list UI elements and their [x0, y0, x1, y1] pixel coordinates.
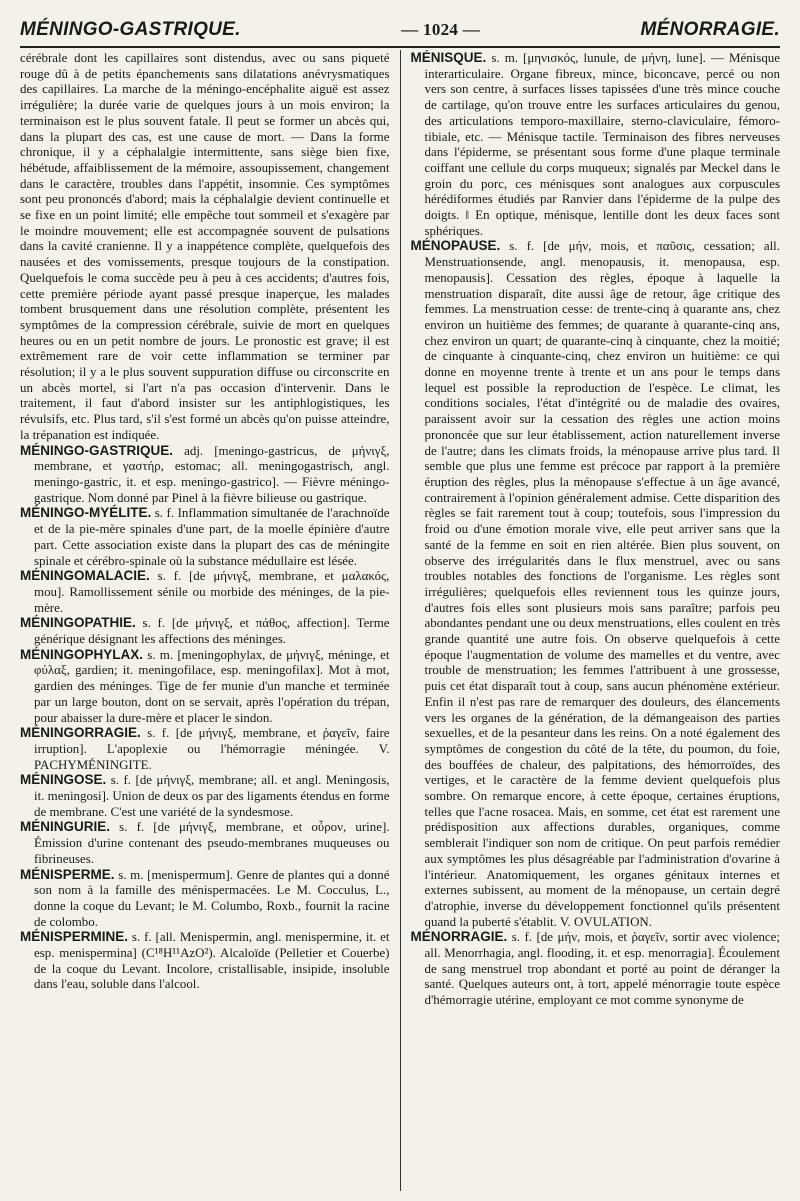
entry-text: s. f. [de μήνιγξ, membrane, et οὖρον, urine]. Émission d'urine contenant des pseudo-membranes muqueuses ou fibrineuses. [34, 819, 390, 866]
entry-headword: MÉNISPERMINE. [20, 929, 129, 945]
entry-headword: MÉNINGOPHYLAX. [20, 646, 144, 662]
dictionary-entry [20, 929, 390, 992]
dictionary-entry [20, 772, 390, 819]
entry-text: adj. [meningo-gastricus, de μήνιγξ, membrane, et γαστήρ, estomac; all. meningogastrisch, angl. meningo-gastric, it. et esp. meningo-gastrico]. — Fièvre méningo-gastrique. Nom donné par Pinel à la fièvre bilieuse ou gastrique. [34, 442, 390, 505]
entry-text: s. f. [de μήνιγξ, et πάθος, affection]. Terme générique désignant les affections des méninges. [34, 615, 390, 647]
header-left-title: MÉNINGO-GASTRIQUE. [20, 19, 241, 40]
entry-text: s. m. [μηνισκός, lunule, de μήνη, lune]. — Ménisque interarticulaire. Organe fibreux, mince, biconcave, percé ou non vers son centre, à surfaces lisses tapissées d'une très mince couche de cartilage, qu'on trouve entre les surfaces articulaires du genou, des articulations temporo-maxillaire, sterno-claviculaire, fémoro-tibiale, etc. — Ménisque tactile. Terminaison des fibres nerveuses dans l'épiderme, se présentant sous forme d'une plaque terminale coiffant une cellule du corps muqueux; signalés par Meckel dans le groin du porc, ces ménisques sont analogues aux corpuscules hérédiformes étudiés par Ranvier dans l'épiderme de la pulpe des doigts. ‖ En optique, ménisque, lentille dont les deux faces sont sphériques. [424, 50, 780, 238]
running-header [20, 14, 780, 46]
entry-headword: MÉNINGO-GASTRIQUE. [20, 442, 174, 458]
entry-text: s. f. [de μήνιγξ, membrane; all. et angl. Meningosis, it. meningosi]. Union de deux os par des ligaments étendus en forme de membrane. C'est une variété de la syndesmose. [34, 772, 390, 819]
column-divider [400, 50, 401, 1191]
entry-text: s. m. [meningophylax, de μήνιγξ, méninge, et φύλαξ, gardien; it. meningofilace, esp. meningofilax]. Mot à mot, gardien des méninges. Tige de fer munie d'un manche et terminée par un large bouton, dont on se servait, après l'opération du trépan, pour abaisser la dure-mère et placer le sindon. [34, 646, 390, 725]
right-column [411, 50, 781, 1191]
dictionary-entry [20, 725, 390, 772]
entry-headword: MÉNISPERME. [20, 866, 115, 882]
entry-text: s. f. [de μήν, mois, et παῦσις, cessation; all. Menstruationsende, angl. menopausis, it. menopausa, esp. menopausis]. Cessation des règles, époque à laquelle la menstruation disparaît, dite aussi âge de retour, âge critique des femmes. La menstruation cesse: de trente-cinq à quarante ans, chez environ un huitième des femmes; de quarante à quarante-cinq ans, chez environ un quart; de quarante-cinq à cinquante, chez la moitié; de cinquante à cinquante-cinq, chez environ un huitième: ce qui donne en moyenne trente à trente et un ans pour le temps dans lequel est possible la reproduction de l'espèce. Le climat, les conditions sociales, l'état d'intégrité ou de maladie des ovaires, paraissent avoir sur la cessation des règles une action moins prononcée que sur leur établissement, action naturellement inverse de l'autre; dans les climats froids, la ménopause arrive plus tard. Il semble que plus une femme est précoce par rapport à la première éruption des règles, plus la ménopause s'effectue à un âge avancé, contrairement à l'opinion généralement admise. Cette disparition des règles se fait rarement tout à coup; toutefois, sous l'impression du froid ou d'une émotion morale vive, elle peut arriver sans que la santé de la femme en soit en rien altérée. Bien plus souvent, on observe des irrégularités dans le flux menstruel, avec ou sans troubles notables des fonctions de l'organisme. Les règles sont irrégulières; quelquefois elles reviennent tous les quinze jours, d'autres fois elles sont plusieurs mois sans paraître; parfois peu abondantes pendant une ou deux menstruations, elles coulent en très grande quantité une autre fois. On observe quelquefois à cette époque l'augmentation de volume des mamelles et du ventre, avec trouble de menstruation; les femmes l'attribuent à une grossesse, puis cet état disparaît tout à coup, sans aucun phénomène extérieur. Enfin il n'est pas rare de remarquer des douleurs, des élancements vers les organes de la génération, de la démangeaison des parties sexuelles, et de la pesanteur dans les reins. On a noté également des symptômes de congestion du côté de la tête, du poumon, du foie, des bouffées de chaleur, des palpitations, des hémorroïdes, des vertiges, et le caractère de la femme devient quelquefois plus sombre. On remarque encore, à cette époque, certaines éruptions, telles que l'acne rosacea. Mais, en somme, cet état est rarement une prédisposition aux affections durables, organiques, comme semblerait l'indiquer son nom de critique. On peut parfois remédier aux symptômes les plus désagréable par l'administration d'ovarine à l'intérieur. Anatomiquement, les organes génitaux internes et externes subissent, au moment de la ménopause, un certain degré d'atrophie, inverse du développement fonctionnel qu'ils présentent quand la puberté s'établit. V. OVULATION. [424, 238, 780, 929]
dictionary-entry [20, 647, 390, 726]
entry-text: s. f. [de μήνιγξ, membrane, et μαλακός, mou]. Ramollissement sénile ou morbide des méninges, de la pie-mère. [34, 568, 390, 615]
dictionary-entry [411, 50, 781, 238]
entry-headword: MÉNINGOMALACIE. [20, 568, 150, 584]
entry-headword: MÉNOPAUSE. [410, 238, 501, 254]
entry-headword: MÉNINGOPATHIE. [20, 615, 136, 631]
entry-text: s. f. [all. Menispermin, angl. menispermine, it. et esp. menispermina] (C¹⁸H¹¹AzO²). Alcaloïde (Pelletier et Couerbe) de la coque du Levant. Incolore, cristallisable, insipide, insoluble dans l'eau, soluble dans l'alcool. [34, 929, 390, 992]
dictionary-entry [20, 615, 390, 646]
dictionary-entry [20, 505, 390, 568]
header-rule [20, 46, 780, 48]
dictionary-entry [20, 867, 390, 930]
dictionary-entry [20, 443, 390, 506]
entry-text: s. f. [de μήνιγξ, membrane, et ῥαγεῖν, faire irruption]. L'apoplexie ou l'hémorragie méningée. V. PACHYMÉNINGITE. [34, 725, 390, 772]
entry-headword: MÉNINGO-MYÉLITE. [20, 505, 152, 521]
entry-headword: MÉNINGORRAGIE. [20, 725, 141, 741]
dictionary-entry [20, 568, 390, 615]
entry-headword: MÉNINGURIE. [20, 819, 111, 835]
header-right-title: MÉNORRAGIE. [640, 19, 780, 40]
entry-text: s. f. [de μήν, mois, et ῥαγεῖν, sortir avec violence; all. Menorrhagia, angl. flooding, it. et esp. menorragia]. Écoulement de sang menstruel trop abondant et porté au point de déranger la santé. Quelques auteurs ont, à tort, appelé ménorragie toute espèce d'hémorragie utérine, employant ce mot comme synonyme de [424, 929, 780, 1008]
dictionary-entry [411, 929, 781, 1008]
entry-continuation [20, 50, 390, 443]
entry-text: s. f. Inflammation simultanée de l'arachnoïde et de la pie-mère spinales d'une part, de la moelle épinière d'autre part. Cette association existe dans la plupart des cas de méningite spinale et cérébro-spinale où la substance médullaire est lésée. [34, 505, 390, 568]
entry-headword: MÉNORRAGIE. [410, 929, 508, 945]
dictionary-columns [20, 50, 780, 1191]
entry-headword: MÉNINGOSE. [20, 772, 107, 788]
dictionary-entry [20, 819, 390, 866]
entry-headword: MÉNISQUE. [410, 50, 487, 65]
page-number: — 1024 — [401, 20, 481, 39]
dictionary-entry [411, 238, 781, 929]
left-column [20, 50, 390, 1191]
entry-text: s. m. [menispermum]. Genre de plantes qui a donné son nom à la famille des ménispermacées. Le M. Cocculus, L., donne la coque du Levant; le M. Columbo, Roxb., fournit la racine de colombo. [34, 866, 390, 929]
entry-text: cérébrale dont les capillaires sont distendus, avec ou sans piqueté rouge dû à de petits épanchements sans dilatations anévrysmatiques des capillaires. La marche de la méningo-encéphalite aiguë est assez irrégulière; la durée varie de quelques jours à un mois environ; la terminaison est le plus souvent fatale. Il peut se former un abcès qui, dans la plupart des cas, est une cause de mort. — Dans la forme chronique, il y a céphalalgie intermittente, sans siège bien fixe, hébétude, affaiblissement de la mémoire, assoupissement, changement dans le caractère, troubles dans l'appétit, insomnie. Ces symptômes sont peu prononcés d'abord; mais la céphalalgie devient continuelle et se fixe en un point limité; elle empêche tout sommeil et s'exagère par le moindre mouvement; elle est accompagnée souvent de pulsations dans la cavité cranienne. Il y a inappétence complète, quelquefois des nausées et des vomissements, presque toujours de la constipation. Quelquefois le coma succède peu à peu à ces accidents; d'autres fois, cette première période ayant passé presque inaperçue, les malades tombent brusquement dans une résolution complète, présentent les symptômes de la compression cérébrale, suivie de mort en quelques heures ou en un petit nombre de jours. Le pronostic est grave; il est extrêmement rare de voir cette inflammation se terminer par résolution; il y a le plus souvent suppuration diffuse ou circonscrite en un abcès mortel, si l'art n'a pas occasion d'intervenir. Dans le traitement, il faut d'abord insister sur les antiphlogistiques, les révulsifs, etc. Plus tard, s'il s'est formé un abcès qu'on puisse atteindre, la trépanation est indiquée. [20, 50, 390, 442]
